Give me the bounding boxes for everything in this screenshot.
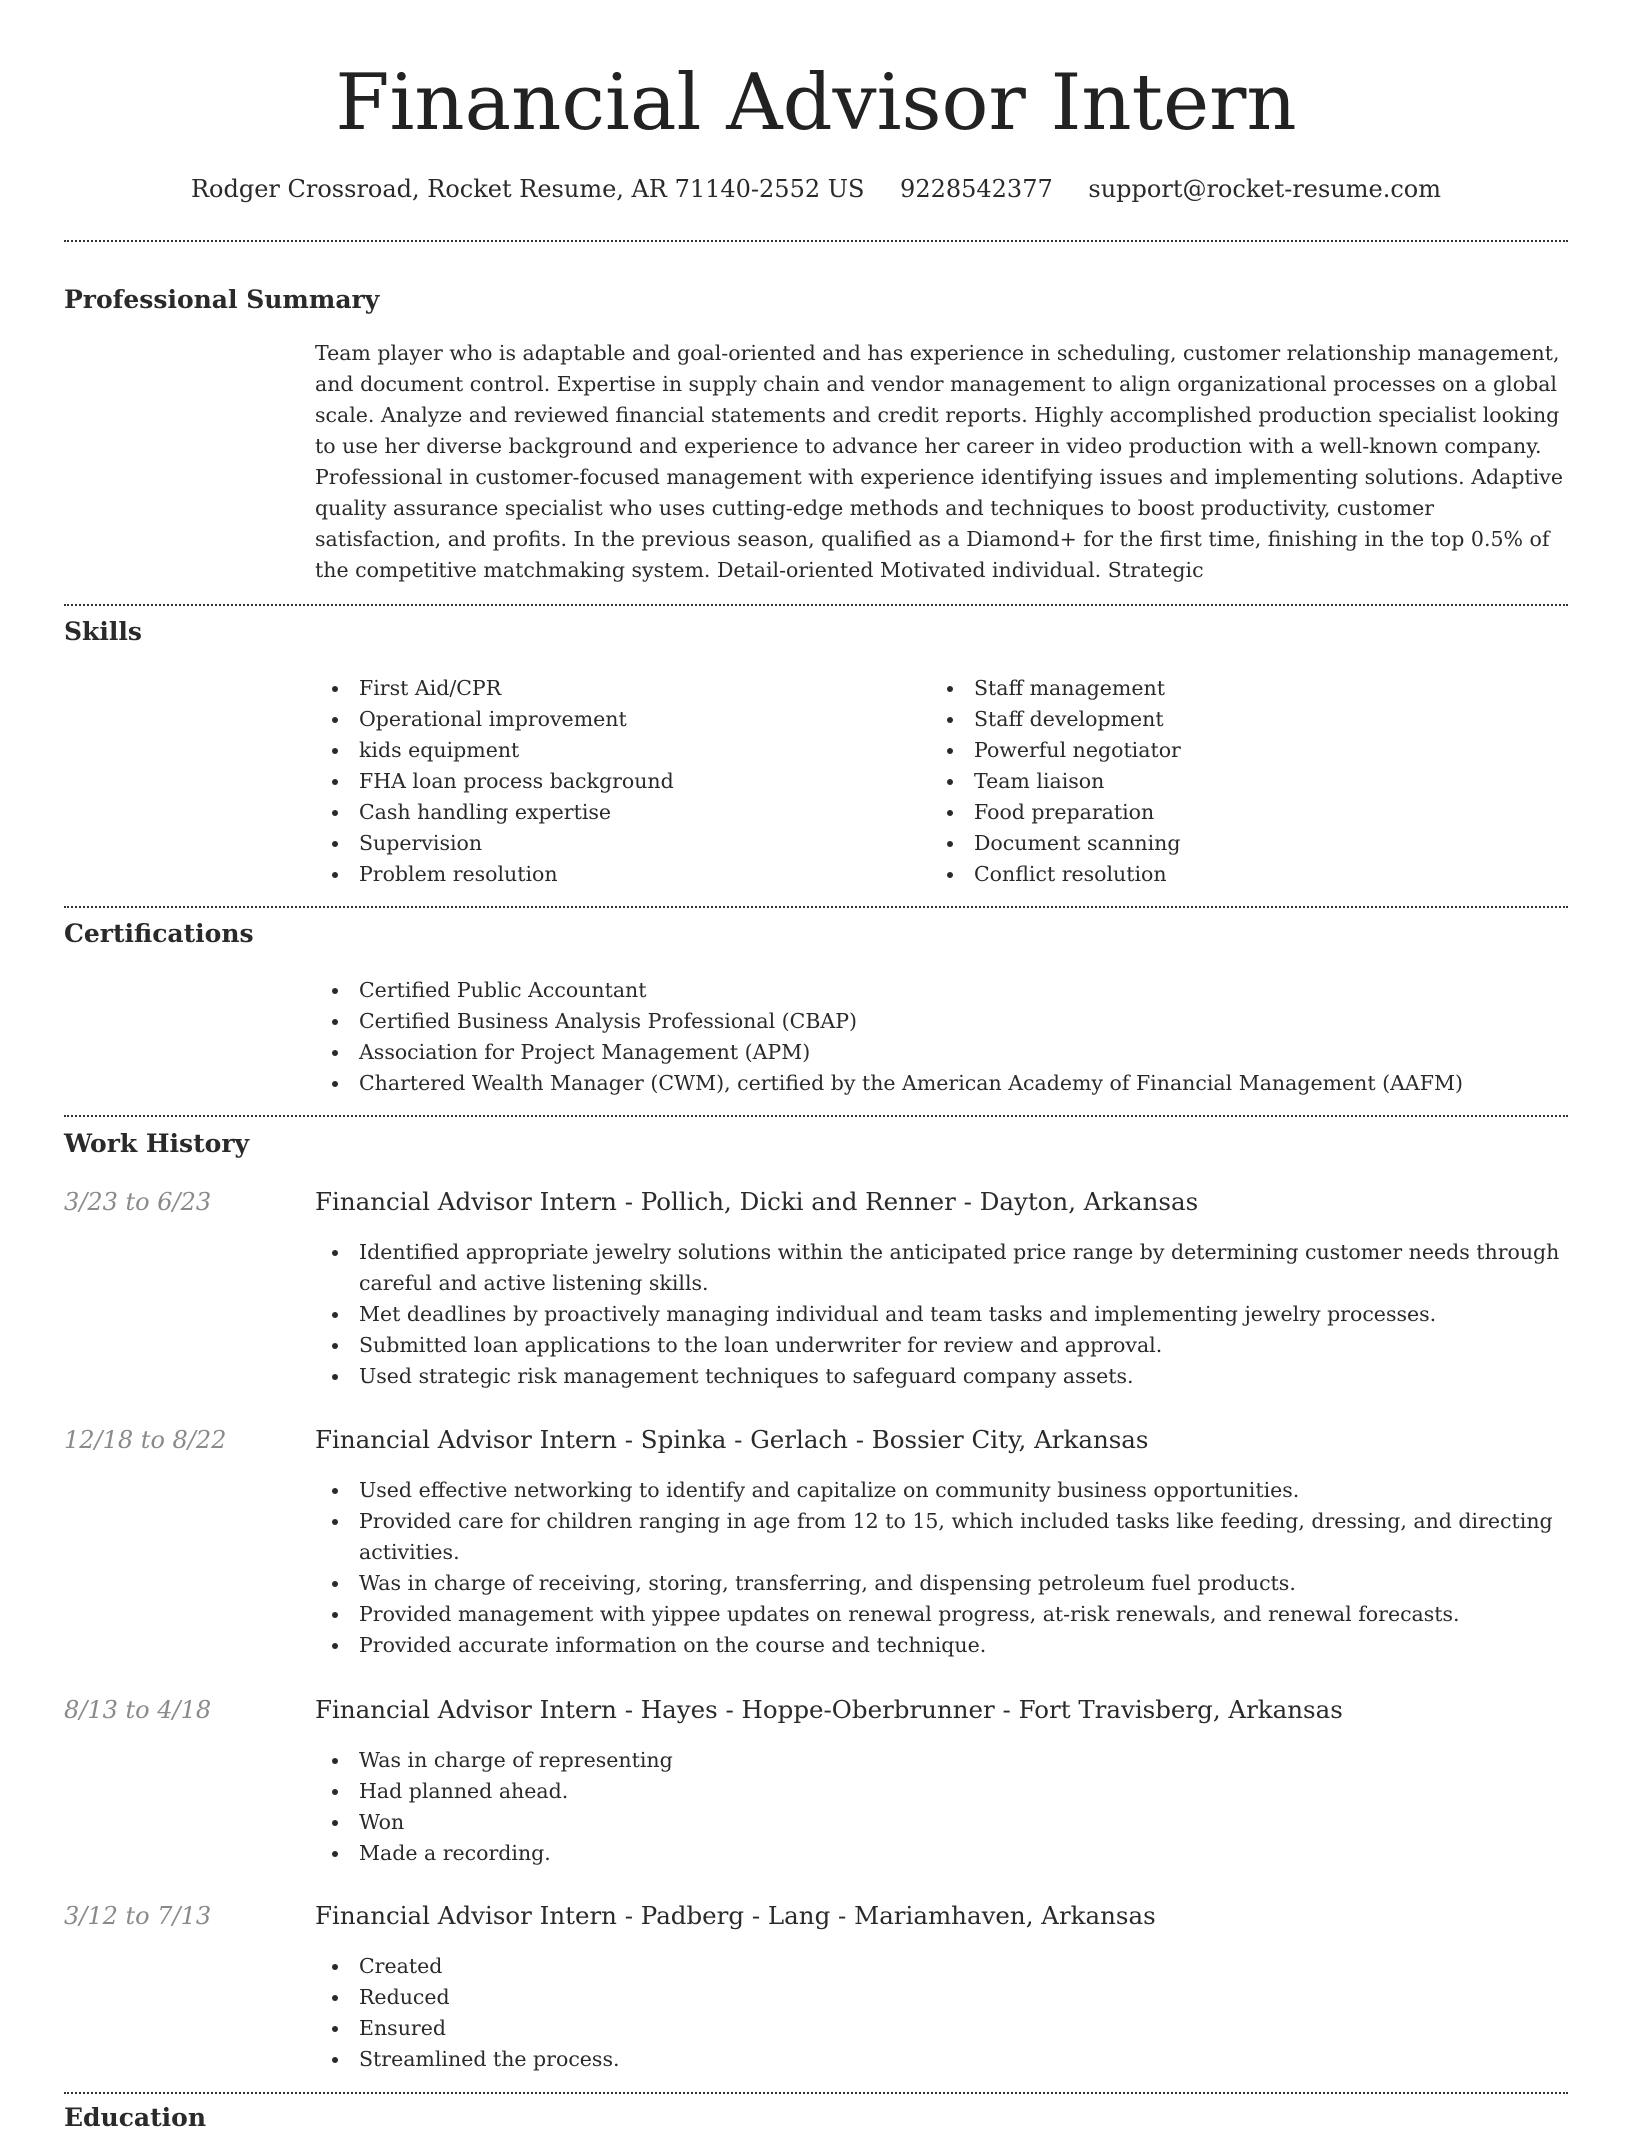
job-bullet: Created bbox=[315, 1951, 1565, 1982]
job-title: Financial Advisor Intern - Padberg - Lang - Mariamhaven, Arkansas bbox=[315, 1901, 1156, 1930]
skill-item: Operational improvement bbox=[315, 704, 915, 735]
divider bbox=[64, 906, 1568, 908]
job-dates: 3/23 to 6/23 bbox=[64, 1188, 212, 1216]
job-bullets bbox=[315, 1951, 1565, 2075]
divider bbox=[64, 604, 1568, 606]
skill-item: Staff management bbox=[930, 673, 1530, 704]
candidate-name: Financial Advisor Intern bbox=[335, 58, 1297, 148]
skill-item: Problem resolution bbox=[315, 859, 915, 890]
skill-item: Staff development bbox=[930, 704, 1530, 735]
education-heading: Education bbox=[64, 2103, 207, 2132]
divider bbox=[64, 240, 1568, 242]
job-dates: 8/13 to 4/18 bbox=[64, 1696, 212, 1724]
job-bullet: Made a recording. bbox=[315, 1838, 1565, 1869]
certification-item: Certified Public Accountant bbox=[315, 975, 1565, 1006]
job-bullets bbox=[315, 1237, 1565, 1392]
job-title: Financial Advisor Intern - Spinka - Gerlach - Bossier City, Arkansas bbox=[315, 1425, 1149, 1454]
job-bullet: Met deadlines by proactively managing individual and team tasks and implementing jewelry processes. bbox=[315, 1299, 1565, 1330]
skill-item: Team liaison bbox=[930, 766, 1530, 797]
job-bullet: Identified appropriate jewelry solutions within the anticipated price range by determining customer needs through careful and active listening skills. bbox=[315, 1237, 1565, 1299]
certification-item: Certified Business Analysis Professional (CBAP) bbox=[315, 1006, 1565, 1037]
job-bullet: Was in charge of representing bbox=[315, 1745, 1565, 1776]
job-bullet: Was in charge of receiving, storing, transferring, and dispensing petroleum fuel products. bbox=[315, 1568, 1565, 1599]
job-bullet: Reduced bbox=[315, 1982, 1565, 2013]
skill-item: Powerful negotiator bbox=[930, 735, 1530, 766]
skill-item: kids equipment bbox=[315, 735, 915, 766]
job-bullet: Used strategic risk management techniques to safeguard company assets. bbox=[315, 1361, 1565, 1392]
job-bullet: Used effective networking to identify and capitalize on community business opportunities. bbox=[315, 1475, 1565, 1506]
job-title: Financial Advisor Intern - Pollich, Dicki and Renner - Dayton, Arkansas bbox=[315, 1187, 1199, 1216]
certification-item: Association for Project Management (APM) bbox=[315, 1037, 1565, 1068]
skill-item: FHA loan process background bbox=[315, 766, 915, 797]
contact-email: support@rocket-resume.com bbox=[1088, 175, 1442, 203]
job-bullet: Provided accurate information on the course and technique. bbox=[315, 1630, 1565, 1661]
job-bullet: Submitted loan applications to the loan underwriter for review and approval. bbox=[315, 1330, 1565, 1361]
job-dates: 3/12 to 7/13 bbox=[64, 1902, 212, 1930]
divider bbox=[64, 1115, 1568, 1117]
job-bullets bbox=[315, 1745, 1565, 1869]
job-title: Financial Advisor Intern - Hayes - Hoppe-Oberbrunner - Fort Travisberg, Arkansas bbox=[315, 1695, 1343, 1724]
certifications-list bbox=[315, 975, 1565, 1099]
skill-item: Document scanning bbox=[930, 828, 1530, 859]
contact-address: Rodger Crossroad, Rocket Resume, AR 71140-2552 US bbox=[190, 175, 865, 203]
job-bullets bbox=[315, 1475, 1565, 1661]
job-dates: 12/18 to 8/22 bbox=[64, 1426, 227, 1454]
skill-item: Supervision bbox=[315, 828, 915, 859]
job-bullet: Ensured bbox=[315, 2013, 1565, 2044]
job-bullet: Won bbox=[315, 1807, 1565, 1838]
skill-item: First Aid/CPR bbox=[315, 673, 915, 704]
skills-list-right bbox=[930, 673, 1530, 890]
summary-text: Team player who is adaptable and goal-oriented and has experience in scheduling, customer relationship management, and document control. Expertise in supply chain and vendor management to align organizational processes on a global scale. Analyze and reviewed financial statements and credit reports. Highly accomplished production specialist looking to use her diverse background and experience to advance her career in video production with a well-known company. Professional in customer-focused management with experience identifying issues and implementing solutions. Adaptive quality assurance specialist who uses cutting-edge methods and techniques to boost productivity, customer satisfaction, and profits. In the previous season, qualified as a Diamond+ for the first time, finishing in the top 0.5% of the competitive matchmaking system. Detail-oriented Motivated individual. Strategic bbox=[315, 341, 1563, 582]
job-bullet: Provided management with yippee updates on renewal progress, at-risk renewals, and renewal forecasts. bbox=[315, 1599, 1565, 1630]
certification-item: Chartered Wealth Manager (CWM), certified by the American Academy of Financial Management (AAFM) bbox=[315, 1068, 1565, 1099]
contact-phone: 9228542377 bbox=[900, 175, 1053, 203]
certifications-heading: Certifications bbox=[64, 919, 254, 948]
job-bullet: Provided care for children ranging in age from 12 to 15, which included tasks like feeding, dressing, and directing activities. bbox=[315, 1506, 1565, 1568]
skills-list-left bbox=[315, 673, 915, 890]
work-history-heading: Work History bbox=[64, 1129, 250, 1158]
summary-heading: Professional Summary bbox=[64, 285, 380, 314]
skills-heading: Skills bbox=[64, 617, 142, 646]
job-bullet: Had planned ahead. bbox=[315, 1776, 1565, 1807]
skill-item: Conflict resolution bbox=[930, 859, 1530, 890]
skill-item: Cash handling expertise bbox=[315, 797, 915, 828]
divider bbox=[64, 2092, 1568, 2094]
contact-line bbox=[0, 170, 1632, 208]
skill-item: Food preparation bbox=[930, 797, 1530, 828]
job-bullet: Streamlined the process. bbox=[315, 2044, 1565, 2075]
